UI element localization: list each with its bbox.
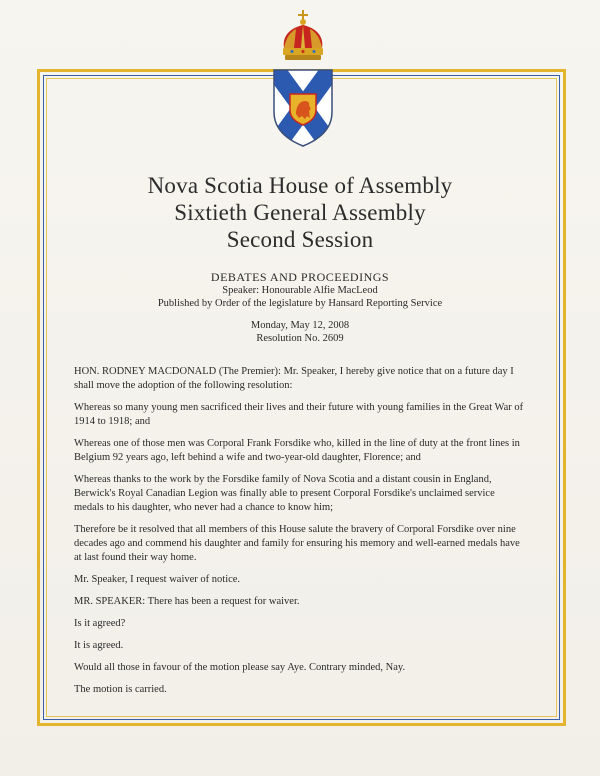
paragraph-notice: HON. RODNEY MACDONALD (The Premier): Mr. Speaker, I hereby give notice that on a future day I shall move the adoption of the following resolution: [74, 366, 514, 391]
section-heading: DEBATES AND PROCEEDINGS [210, 270, 390, 284]
paragraph-carried: The motion is carried. [74, 684, 167, 695]
publisher-line: Published by Order of the legislature by Hansard Reporting Service [157, 298, 443, 309]
nova-scotia-coat-of-arms-icon [272, 68, 334, 148]
paragraph-whereas-1: Whereas so many young men sacrificed their lives and their future with young families in the Great War of 1914 to 1918; and [74, 402, 524, 427]
title-line-1: Nova Scotia House of Assembly [147, 173, 453, 198]
title-line-3: Second Session [226, 227, 374, 252]
speaker-line: Speaker: Honourable Alfie MacLeod [222, 285, 378, 296]
paragraph-whereas-2: Whereas one of those men was Corporal Frank Forsdike who, killed in the line of duty at the front lines in Belgium 92 years ago, left behind a wife and two-year-old daughter, Florence; and [74, 438, 520, 463]
resolution-body [74, 365, 526, 705]
paragraph-agreed-question: Is it agreed? [74, 618, 126, 629]
document-title [60, 172, 540, 253]
paragraph-waiver-request: Mr. Speaker, I request waiver of notice. [74, 574, 241, 585]
resolution-number: Resolution No. 2609 [256, 333, 344, 344]
crown-icon [278, 8, 328, 64]
title-line-2: Sixtieth General Assembly [174, 200, 426, 225]
paragraph-vote: Would all those in favour of the motion please say Aye. Contrary minded, Nay. [74, 662, 406, 673]
paragraph-resolved: Therefore be it resolved that all members of this House salute the bravery of Corporal Forsdike over nine decades ago and commend his daughter and family for ensuring his memory and well-earned medals have at last found their way home. [74, 524, 520, 563]
date-block [60, 319, 540, 345]
paragraph-whereas-3: Whereas thanks to the work by the Forsdike family of Nova Scotia and a distant cousin in England, Berwick's Royal Canadian Legion was finally able to present Corporal Forsdike's unclaimed service medals to his daughter, who never had a chance to know him; [74, 474, 495, 513]
paragraph-speaker-waiver: MR. SPEAKER: There has been a request for waiver. [74, 596, 300, 607]
date-line: Monday, May 12, 2008 [250, 320, 350, 331]
paragraph-agreed: It is agreed. [74, 640, 124, 651]
debates-header [60, 270, 540, 310]
